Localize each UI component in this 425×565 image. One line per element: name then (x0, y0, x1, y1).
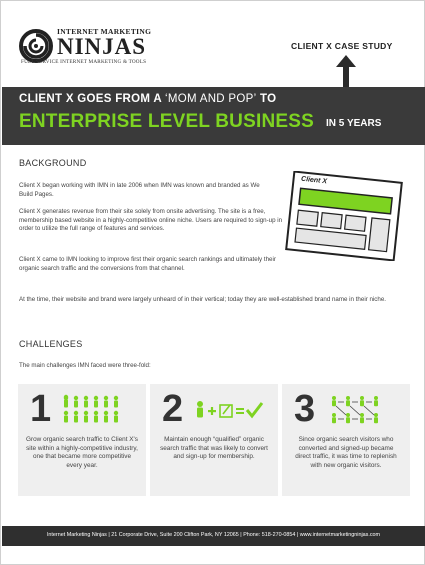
challenges-intro: The main challenges IMN faced were three-fold: (19, 362, 151, 369)
background-paragraph-1: Client X began working with IMN in late 2006 when IMN was known and branded as We Build Pages. (19, 182, 260, 198)
challenges-heading: CHALLENGES (19, 339, 83, 349)
challenge-text: Grow organic search traffic to Client X's site within a highly-competitive industry, one that became more competitive every year. (26, 436, 138, 469)
logo-main-text: NINJAS (57, 34, 147, 59)
banner-title-quote: ‘MOM AND POP’ (165, 93, 257, 105)
illustration-label: Client X (300, 175, 328, 186)
banner-title-part-b: TO (256, 93, 277, 105)
challenge-card-1 (18, 384, 146, 496)
logo-tagline: FULL SERVICE INTERNET MARKETING & TOOLS (21, 59, 147, 65)
background-heading: BACKGROUND (19, 158, 87, 168)
footer-bar (2, 526, 425, 546)
background-paragraph-2: Client X generates revenue from their site solely from onsite advertising. The site is a free, membership based website in a highly-competitive online niche. Users are required to sign-up in order to utilize the full range of features and services. (19, 208, 283, 233)
challenge-text: Since organic search visitors who converted and signed-up became direct traffic, it was time to replenish with new organic visitors. (295, 436, 397, 469)
challenge-number: 3 (294, 388, 316, 430)
up-arrow-icon (336, 55, 356, 87)
banner-title-line1 (19, 93, 276, 105)
banner-title-line2: ENTERPRISE LEVEL BUSINESS (19, 111, 314, 132)
people-cycle-icon (326, 394, 406, 428)
ninja-swirl-icon (19, 29, 53, 63)
challenge-text: Maintain enough “qualified” organic search traffic that was likely to convert and sign-up for membership. (160, 436, 268, 461)
challenge-card-2 (150, 384, 278, 496)
banner-title-part-a: CLIENT X GOES FROM A (19, 93, 166, 105)
person-plus-form-equals-check-icon (194, 394, 274, 428)
case-study-label: CLIENT X CASE STUDY (291, 41, 393, 51)
footer-contact-text: Internet Marketing Ninjas | 21 Corporate Drive, Suite 200 Clifton Park, NY 12065 | Phone: 518-270-0854 | www.internetmarketingninjas.com (46, 532, 381, 538)
logo-top-text: INTERNET MARKETING (57, 27, 152, 36)
background-paragraph-3: Client X came to IMN looking to improve first their organic search rankings and ultimately their organic search traffic and the conversions from that channel. (19, 256, 276, 272)
challenge-number: 2 (162, 388, 184, 430)
background-paragraph-4: At the time, their website and brand were largely unheard of in their vertical; today they are well-established brand name in their niche. (19, 296, 386, 303)
people-group-icon (62, 394, 142, 428)
website-wireframe-illustration (284, 171, 404, 261)
banner-title-tail: IN 5 YEARS (326, 118, 382, 129)
challenge-number: 1 (30, 388, 52, 430)
challenge-card-3 (282, 384, 410, 496)
